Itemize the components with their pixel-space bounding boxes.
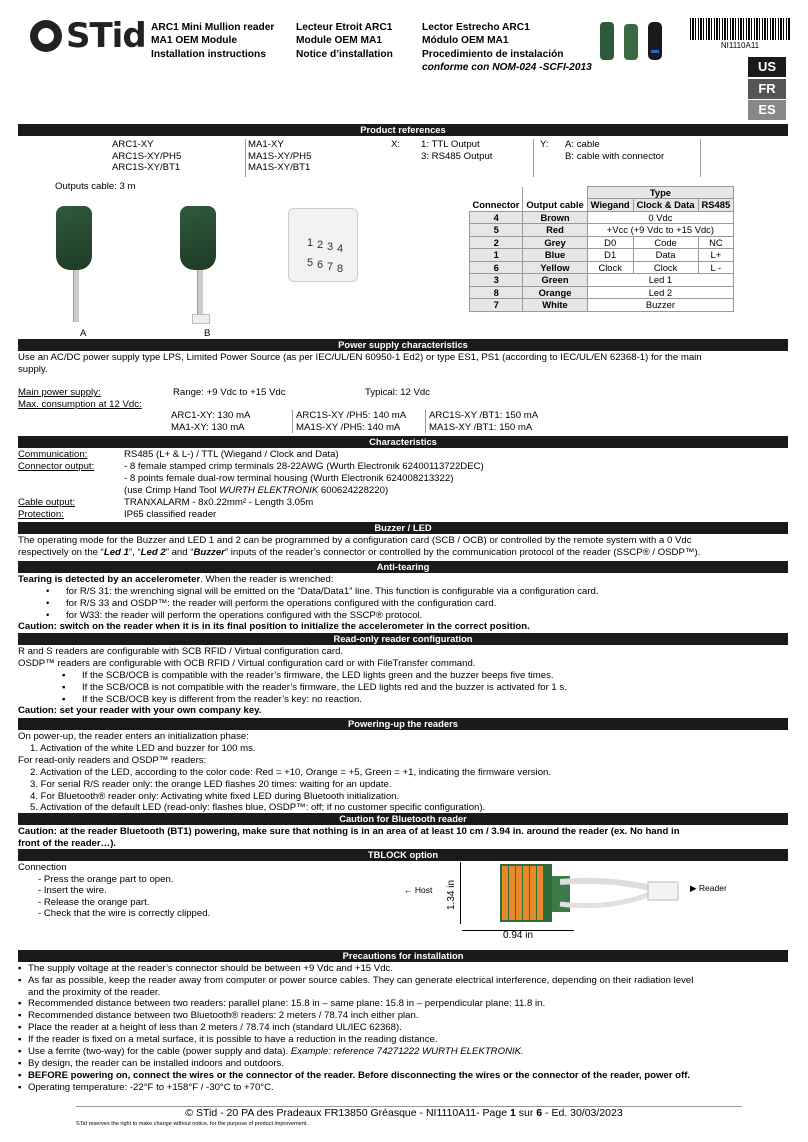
- reader-label: ▶ Reader: [690, 883, 727, 893]
- lang-es-tab[interactable]: ES: [748, 100, 786, 120]
- list-item: ▪ If the SCB/OCB is compatible with the reader’s firmware, the LED lights green and the buzzer beeps five times.: [62, 670, 554, 681]
- anti-caution: Caution: switch on the reader when it is in its final position to initialize the accelerometer in the correct position.: [18, 621, 530, 632]
- section-characteristics: Characteristics: [18, 436, 788, 448]
- anti-intro: Tearing is detected by an accelerometer. When the reader is wrenched:: [18, 574, 334, 585]
- readonly-caution: Caution: set your reader with your own company key.: [18, 705, 262, 716]
- comm-value: RS485 (L+ & L-) / TTL (Wiegand / Clock and Data): [124, 449, 339, 460]
- connector-output-3: (use Crimp Hand Tool WURTH ELEKTRONIK 600624228220): [124, 485, 389, 496]
- list-item: ▪ Operating temperature: -22°F to +158°F / -30°C to +70°C.: [18, 1082, 274, 1093]
- bt-caution-1: Caution: at the reader Bluetooth (BT1) powering, make sure that nothing is in an area of at least 10 cm / 3.94 in. around the reader (ex. No hand in: [18, 826, 680, 837]
- footer-disclaimer: STid reserves the right to make change without notice, for the purpose of product improvement.: [76, 1121, 308, 1127]
- th-rs485: RS485: [698, 199, 734, 211]
- refs-ma: MA1-XY MA1S-XY/PH5 MA1S-XY/BT1: [245, 139, 311, 177]
- th-connector: Connector: [470, 187, 523, 212]
- list-item: ▪ Place the reader at a height of less than 2 meters / 78.74 inch (standard UL/IEC 62368).: [18, 1022, 402, 1033]
- section-powering-up: Powering-up the readers: [18, 718, 788, 730]
- list-item: - Check that the wire is correctly clipped.: [38, 908, 211, 919]
- cable-output-label: Cable output:: [18, 497, 76, 508]
- table-row: 2 Grey D0 Code NC: [470, 236, 734, 248]
- list-item: 2. Activation of the LED, according to the color code: Red = +10, Orange = +5, Green = +1, indicating the firmware version.: [30, 767, 552, 778]
- th-type: Type: [587, 187, 734, 199]
- refs-y-label: Y:: [540, 139, 549, 150]
- footer-text: © STid - 20 PA des Pradeaux FR13850 Gréasque - NI1110A11- Page 1 sur 6 - Ed. 30/03/2023: [185, 1107, 623, 1119]
- section-product-references: Product references: [18, 124, 788, 136]
- list-item: ▪ BEFORE powering on, connect the wires or the connector of the reader. Before disconnecting the wires or the connector of the reader, power off.: [18, 1070, 691, 1081]
- connector-table: [469, 186, 734, 312]
- reader-b-board-image: [180, 206, 216, 270]
- max-consumption-label: Max. consumption at 12 Vdc:: [18, 399, 142, 410]
- section-precautions: Precautions for installation: [18, 950, 788, 962]
- list-item: ▪ If the reader is fixed on a metal surface, it is possible to have a reduction in the reading distance.: [18, 1034, 438, 1045]
- refs-y: A: cable B: cable with connector: [565, 139, 665, 162]
- power-range: Range: +9 Vdc to +15 Vdc: [173, 387, 286, 398]
- list-item: ▪ As far as possible, keep the reader away from computer or power source cables. They can generate electrical interference, depending on their radiation level: [18, 975, 694, 986]
- th-output-cable: Output cable: [523, 187, 587, 212]
- height-dimension-line: [460, 862, 461, 924]
- host-label: ← Host: [404, 885, 433, 895]
- refs-divider-2: [700, 139, 701, 177]
- refs-divider: [533, 139, 534, 177]
- refs-x-label: X:: [391, 139, 401, 150]
- list-item: • for W33: the reader will perform the operations configured with the SSCP® protocol.: [46, 610, 423, 621]
- powering-step-1: 1. Activation of the white LED and buzzer for 100 ms.: [30, 743, 256, 754]
- reader-product-image: [596, 20, 676, 64]
- lang-fr-tab[interactable]: FR: [748, 79, 786, 99]
- reader-b-connector-image: [192, 314, 210, 324]
- list-item: ▪ If the SCB/OCB is not compatible with the reader’s firmware, the LED lights red and the buzzer is activated for 1 s.: [62, 682, 567, 693]
- table-row: 4 Brown 0 Vdc: [470, 211, 734, 223]
- readonly-line-1: R and S readers are configurable with SCB RFID / Virtual configuration card.: [18, 646, 344, 657]
- protection-label: Protection:: [18, 509, 64, 520]
- tblock-connection-title: Connection: [18, 862, 67, 873]
- lang-us-tab[interactable]: US: [748, 57, 786, 77]
- list-item: 4. For Bluetooth® reader only: Activating white fixed LED during Bluetooth initialization.: [30, 791, 400, 802]
- consumption-col-3: ARC1S-XY /BT1: 150 mA MA1S-XY /BT1: 150 mA: [425, 410, 538, 433]
- list-item: • for R/S 31: the wrenching signal will be emitted on the “Data/Data1” line. This function is configurable via a configuration card.: [46, 586, 599, 597]
- list-item-continued: and the proximity of the reader.: [28, 987, 161, 998]
- section-tblock: TBLOCK option: [18, 849, 788, 861]
- section-power-supply: Power supply characteristics: [18, 339, 788, 351]
- logo-text: STid: [66, 16, 146, 56]
- title-fr: Lecteur Etroit ARC1 Module OEM MA1 Notice d’installation: [296, 22, 393, 60]
- logo-mark-icon: [30, 20, 62, 52]
- power-typical: Typical: 12 Vdc: [365, 387, 431, 398]
- reader-a-board-image: [56, 206, 92, 270]
- table-row: 1 Blue D1 Data L+: [470, 249, 734, 261]
- th-wiegand: Wiegand: [587, 199, 633, 211]
- bt-caution-2: front of the reader…).: [18, 838, 117, 849]
- table-row: 5 Red +Vcc (+9 Vdc to +15 Vdc): [470, 224, 734, 236]
- list-item: ▪ By design, the reader can be installed indoors and outdoors.: [18, 1058, 285, 1069]
- consumption-col-1: ARC1-XY: 130 mA MA1-XY: 130 mA: [171, 410, 251, 433]
- section-buzzer-led: Buzzer / LED: [18, 522, 788, 534]
- section-readonly-config: Read-only reader configuration: [18, 633, 788, 645]
- table-row: 6 Yellow Clock Clock L -: [470, 261, 734, 273]
- section-anti-tearing: Anti-tearing: [18, 561, 788, 573]
- powering-intro: On power-up, the reader enters an initialization phase:: [18, 731, 249, 742]
- list-item: ▪ The supply voltage at the reader’s connector should be between +9 Vdc and +15 Vdc.: [18, 963, 393, 974]
- image-b-label: B: [204, 328, 211, 339]
- list-item: 5. Activation of the default LED (read-only: flashes blue, OSDP™: off; if no customer specific configuration).: [30, 802, 486, 813]
- list-item: 3. For serial R/S reader only: the orange LED flashes 20 times: waiting for an update.: [30, 779, 392, 790]
- list-item: ▪ Use a ferrite (two-way) for the cable (power supply and data). Example: reference 74271222 WURTH ELEKTRONIK.: [18, 1046, 524, 1057]
- section-bluetooth-caution: Caution for Bluetooth reader: [18, 813, 788, 825]
- readonly-line-2: OSDP™ readers are configurable with OCB RFID / Virtual configuration card or with FileTransfer command.: [18, 658, 476, 669]
- list-item: - Insert the wire.: [38, 885, 107, 896]
- doc-code: NI1110A11: [720, 41, 760, 50]
- barcode: [690, 18, 790, 40]
- consumption-col-2: ARC1S-XY /PH5: 140 mA MA1S-XY /PH5: 140 mA: [292, 410, 406, 433]
- connector-output-2: - 8 points female dual-row terminal housing (Wurth Electronik 624008213322): [124, 473, 454, 484]
- refs-x: 1: TTL Output 3: RS485 Output: [421, 139, 493, 162]
- outputs-cable-label: Outputs cable: 3 m: [55, 181, 136, 192]
- reader-a-cable-image: [73, 270, 79, 322]
- buzzer-line-2: respectively on the “Led 1”, “Led 2” and “Buzzer” inputs of the reader’s connector or controlled by the communication protocol of the reader (SSCP® / OSDP™).: [18, 547, 701, 558]
- buzzer-line-1: The operating mode for the Buzzer and LED 1 and 2 can be programmed by a configuration card (SCB / OCB) or controlled by the remote system with a 0 Vdc: [18, 535, 692, 546]
- stid-logo: [30, 16, 146, 56]
- list-item: ▪ Recommended distance between two Bluetooth® readers: 2 meters / 78.74 inch either plan.: [18, 1010, 419, 1021]
- image-a-label: A: [80, 328, 87, 339]
- th-clock-data: Clock & Data: [633, 199, 698, 211]
- refs-arc: ARC1-XY ARC1S-XY/PH5 ARC1S-XY/BT1: [112, 139, 182, 174]
- list-item: ▪ If the SCB/OCB key is different from the reader’s key: no reaction.: [62, 694, 362, 705]
- table-row: 7 White Buzzer: [470, 299, 734, 311]
- title-en: ARC1 Mini Mullion reader MA1 OEM Module Installation instructions: [151, 22, 275, 60]
- connector-output-1: - 8 female stamped crimp terminals 28-22AWG (Wurth Electronik 62400113722DEC): [124, 461, 484, 472]
- table-row: 3 Green Led 1: [470, 274, 734, 286]
- power-intro-2: supply.: [18, 364, 48, 375]
- reader-b-cable-image: [197, 270, 203, 316]
- main-power-label: Main power supply:: [18, 387, 101, 398]
- tblock-width-dim: 0.94 in: [503, 930, 534, 941]
- tblock-height-dim: 1.34 in: [446, 879, 457, 911]
- protection-value: IP65 classified reader: [124, 509, 217, 520]
- list-item: - Release the orange part.: [38, 897, 150, 908]
- connector-output-label: Connector output:: [18, 461, 95, 472]
- comm-label: Communication:: [18, 449, 88, 460]
- table-row: 8 Orange Led 2: [470, 286, 734, 298]
- power-intro: Use an AC/DC power supply type LPS, Limited Power Source (as per IEC/UL/EN 60950-1 Ed2) or type ES1, PS1 (according to IEC/UL/EN 62368-1) for the main: [18, 352, 702, 363]
- list-item: - Press the orange part to open.: [38, 874, 174, 885]
- powering-readonly-intro: For read-only readers and OSDP™ readers:: [18, 755, 207, 766]
- tblock-image: [500, 858, 700, 928]
- title-es: Lector Estrecho ARC1 Módulo OEM MA1 Procedimiento de instalación conforme con NOM-024 -SCFI-2013: [422, 22, 592, 73]
- connector-plug-image: 1 2 3 4 5 6 7 8: [288, 208, 358, 282]
- cable-output-value: TRANXALARM - 8x0.22mm² - Length 3.05m: [124, 497, 314, 508]
- list-item: ▪ Recommended distance between two readers: parallel plane: 15.8 in – same plane: 15.8 in – perpendicular plane: 11.8 in.: [18, 998, 546, 1009]
- list-item: • for R/S 33 and OSDP™: the reader will perform the operations configured with the configuration card.: [46, 598, 497, 609]
